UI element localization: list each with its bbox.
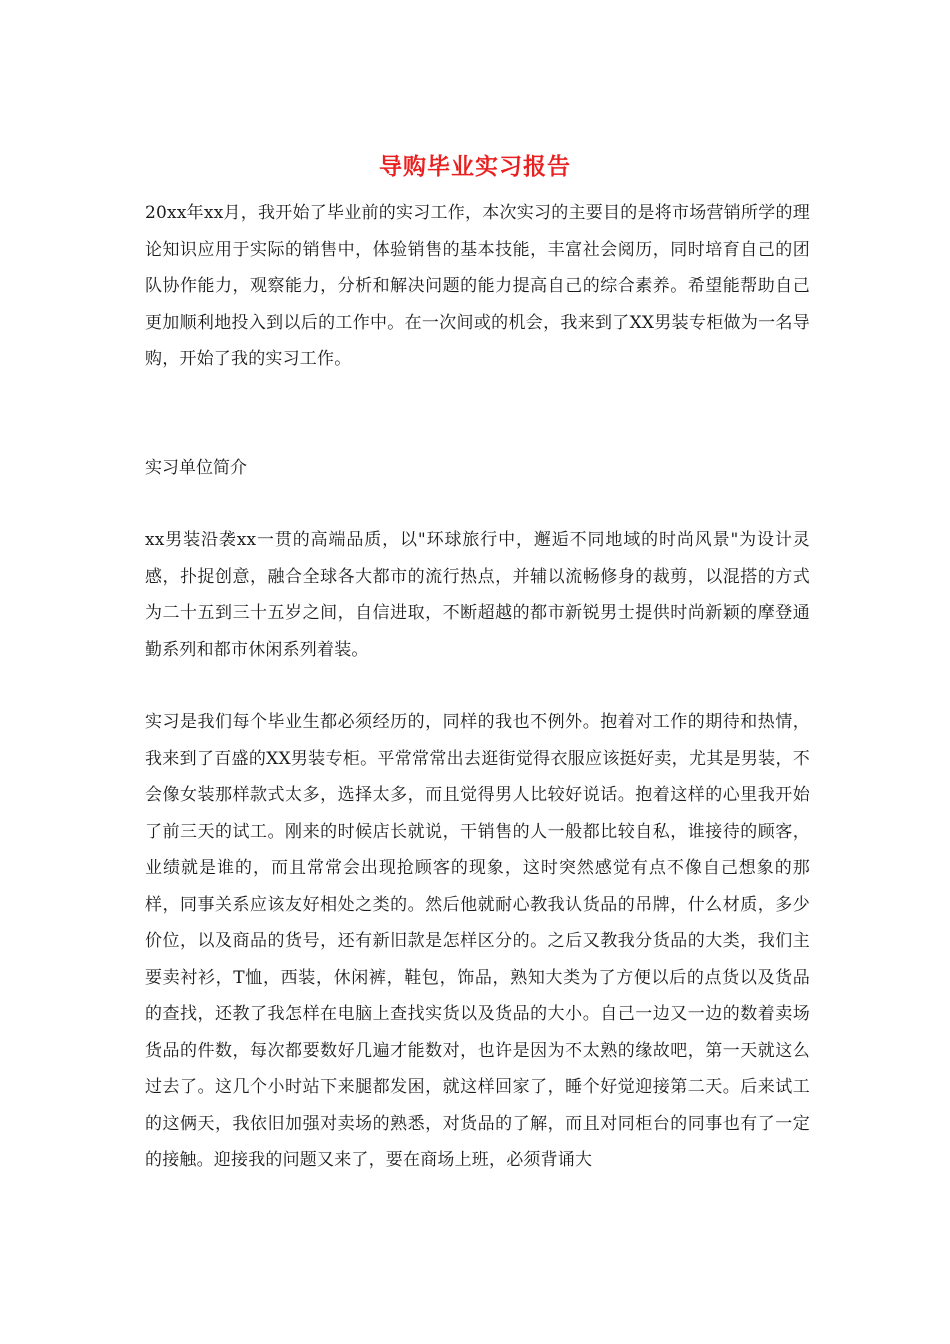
spacer xyxy=(145,486,810,522)
spacer xyxy=(145,378,810,450)
spacer xyxy=(145,668,810,704)
document-title: 导购毕业实习报告 xyxy=(379,154,571,180)
section-heading: 实习单位简介 xyxy=(145,457,247,478)
intro-paragraph: 20xx年xx月，我开始了毕业前的实习工作，本次实习的主要目的是将市场营销所学的理论知识应用于实际的销售中，体验销售的基本技能，丰富社会阅历，同时培育自己的团队协作能力，观察能力，分析和解决问题的能力提高自己的综合素养。希望能帮助自己更加顺利地投入到以后的工作中。在一次间或的机会，我来到了XX男装专柜做为一名导购，开始了我的实习工作。 xyxy=(145,203,810,369)
experience-paragraph: 实习是我们每个毕业生都必须经历的，同样的我也不例外。抱着对工作的期待和热情，我来到了百盛的XX男装专柜。平常常常出去逛街觉得衣服应该挺好卖，尤其是男装，不会像女装那样款式太多，选择太多，而且觉得男人比较好说话。抱着这样的心里我开始了前三天的试工。刚来的时候店长就说，干销售的人一般都比较自私，谁接待的顾客，业绩就是谁的，而且常常会出现抢顾客的现象，这时突然感觉有点不像自己想象的那样，同事关系应该友好相处之类的。然后他就耐心教我认货品的吊牌，什么材质，多少价位，以及商品的货号，还有新旧款是怎样区分的。之后又教我分货品的大类，我们主要卖衬衫，T恤，西装，休闲裤，鞋包，饰品，熟知大类为了方便以后的点货以及货品的查找，还教了我怎样在电脑上查找实货以及货品的大小。自己一边又一边的数着卖场货品的件数，每次都要数好几遍才能数对，也许是因为不太熟的缘故吧，第一天就这么过去了。这几个小时站下来腿都发困，就这样回家了，睡个好觉迎接第二天。后来试工的这俩天，我依旧加强对卖场的熟悉，对货品的了解，而且对同柜台的同事也有了一定的接触。迎接我的问题又来了，要在商场上班，必须背诵大 xyxy=(145,712,810,1170)
company-intro-paragraph: xx男装沿袭xx一贯的高端品质，以"环球旅行中，邂逅不同地域的时尚风景"为设计灵感，扑捉创意，融合全球各大都市的流行热点，并辅以流畅修身的裁剪，以混搭的方式为二十五到三十五岁之间，自信进取，不断超越的都市新锐男士提供时尚新颖的摩登通勤系列和都市休闲系列着装。 xyxy=(145,530,810,660)
document-body xyxy=(145,195,810,1179)
